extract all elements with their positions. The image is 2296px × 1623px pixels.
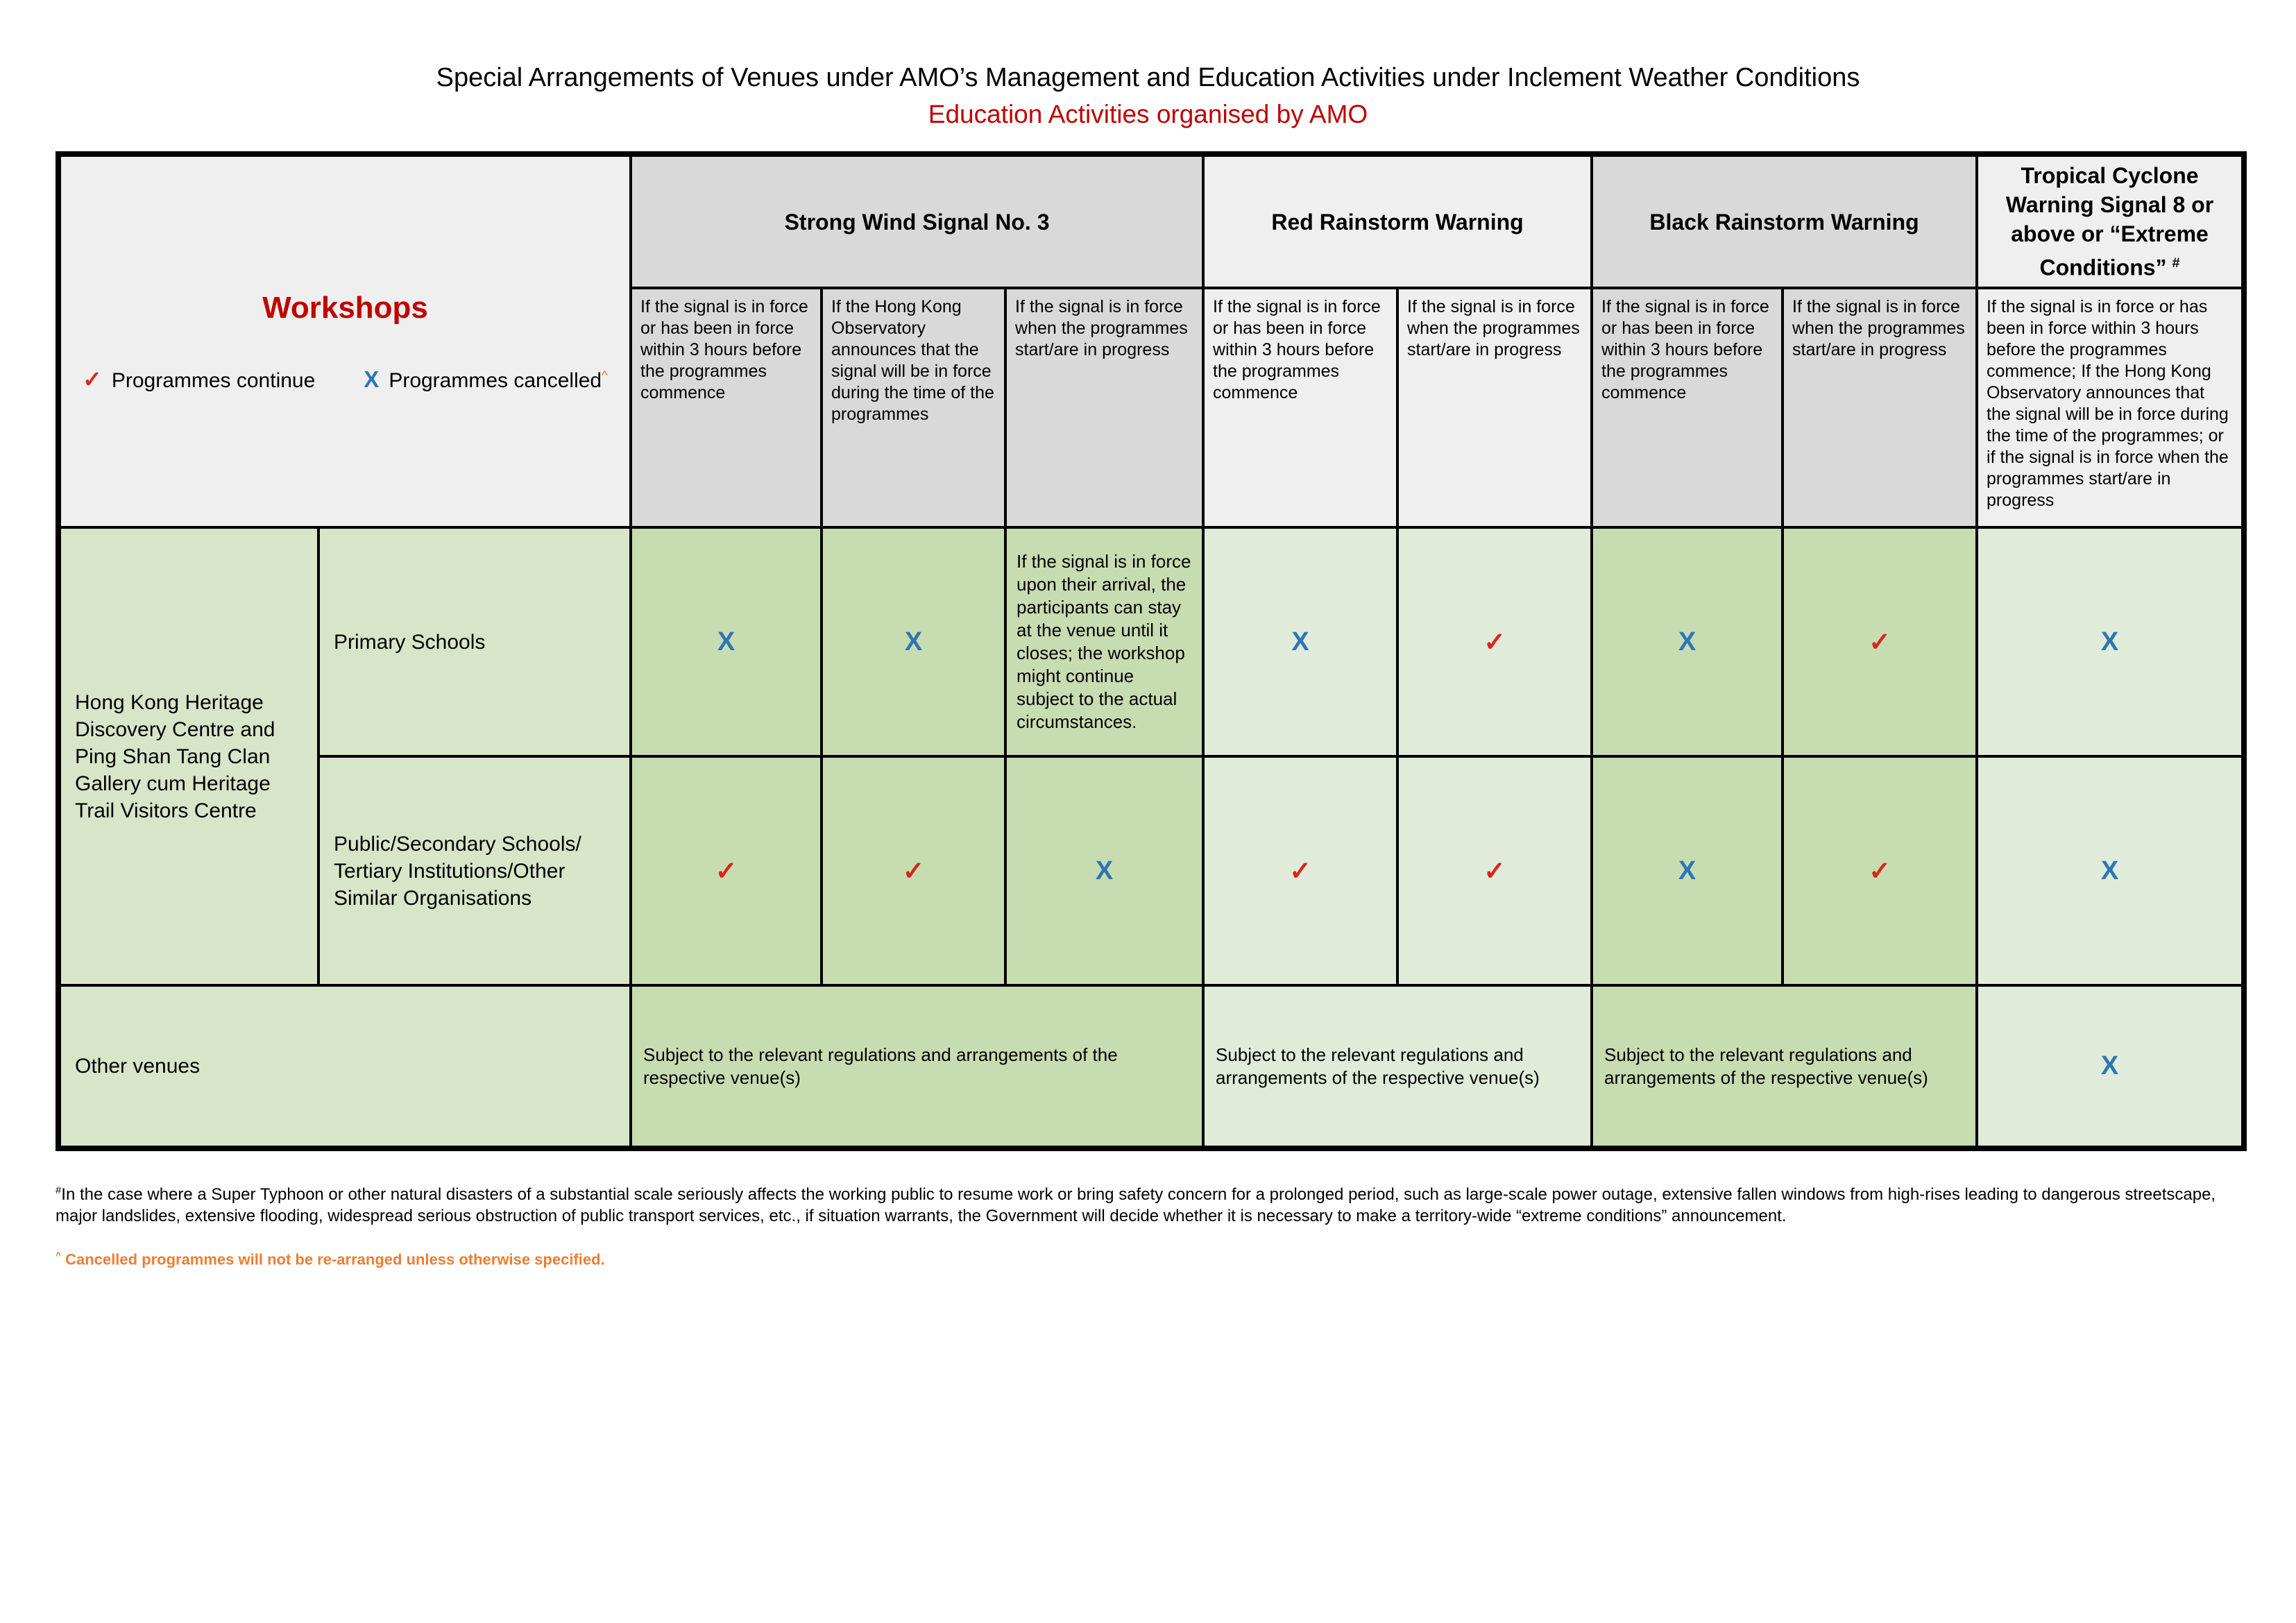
legend-continue-label: Programmes continue (111, 368, 316, 392)
group-header-tropical-cyclone (1977, 154, 2244, 288)
cell-secondary-tropical (1977, 756, 2244, 985)
cancelled-mark: X (1291, 627, 1309, 656)
cell-other-sws3-subject: Subject to the relevant regulations and arrangements of the respective venue(s) (631, 985, 1203, 1148)
continue-mark: ✓ (715, 856, 738, 886)
group-header-black-rainstorm: Black Rainstorm Warning (1592, 154, 1977, 288)
cell-primary-sws3-inprogress-note: If the signal is in force upon their arrival, the participants can stay at the venue until it closes; the workshop might continue subject to the actual circumstances. (1005, 527, 1203, 756)
weather-arrangements-table (56, 151, 2247, 1151)
page-subtitle: Education Activities organised by AMO (928, 100, 1368, 128)
row-other-venues (58, 985, 2244, 1148)
cancelled-mark: X (2100, 856, 2119, 885)
group-header-strong-wind: Strong Wind Signal No. 3 (631, 154, 1203, 288)
cell-secondary-sws3-announce (822, 756, 1005, 985)
continue-mark: ✓ (902, 856, 925, 886)
cell-other-tropical (1977, 985, 2244, 1148)
condition-red-inprogress: If the signal is in force when the programmes start/are in progress (1397, 288, 1592, 527)
cell-primary-tropical (1977, 527, 2244, 756)
x-icon: X (364, 366, 380, 392)
row-primary-schools (58, 527, 2244, 756)
cell-primary-black-inprogress (1783, 527, 1977, 756)
hash-superscript: # (2172, 255, 2180, 271)
corner-content (61, 291, 629, 393)
footnote-extreme-conditions-text: In the case where a Super Typhoon or other natural disasters of a substantial scale seriously affects the working public to resume work or bring safety concern for a prolonged period, such as large-scale power outage, extensive fallen windows from high-rises leading to dangerous streetscape, major landslides, extensive flooding, widespread serious obstruction of public transport services, etc., if situation warrants, the Government will decide whether it is necessary to make a territory-wide “extreme conditions” announcement. (56, 1185, 2216, 1225)
cell-primary-red-before (1203, 527, 1397, 756)
cancelled-mark: X (1678, 627, 1697, 656)
continue-mark: ✓ (1289, 856, 1311, 886)
legend-cancelled-label: Programmes cancelled (389, 368, 602, 392)
category-secondary-schools: Public/Secondary Schools/ Tertiary Institutions/Other Similar Organisations (318, 756, 631, 985)
continue-mark: ✓ (1869, 856, 1891, 886)
cancelled-mark: X (1095, 856, 1114, 885)
workshops-title: Workshops (262, 290, 428, 325)
condition-sws3-announce: If the Hong Kong Observatory announces that the signal will be in force during the time of the programmes (822, 288, 1005, 527)
condition-sws3-inprogress: If the signal is in force when the programmes start/are in progress (1005, 288, 1203, 527)
row-secondary-schools (58, 756, 2244, 985)
condition-tropical: If the signal is in force or has been in force within 3 hours before the programmes commence; If the Hong Kong Observatory announces that the signal will be in force during the time of the programmes; or if the signal is in force when the programmes start/are in progress (1977, 288, 2244, 527)
footnote-cancelled-programmes-text: Cancelled programmes will not be re-arranged unless otherwise specified. (60, 1250, 605, 1268)
condition-sws3-before: If the signal is in force or has been in force within 3 hours before the programmes commence (631, 288, 822, 527)
cell-primary-red-inprogress (1397, 527, 1592, 756)
corner-cell (58, 154, 631, 527)
category-other-venues: Other venues (58, 985, 631, 1148)
header-row-warnings (58, 154, 2244, 288)
footnote-cancelled-programmes (56, 1246, 2241, 1269)
condition-black-inprogress: If the signal is in force when the programmes start/are in progress (1783, 288, 1977, 527)
venue-group-label: Hong Kong Heritage Discovery Centre and Ping Shan Tang Clan Gallery cum Heritage Trail Visitors Centre (58, 527, 318, 985)
cancelled-mark: X (2100, 1051, 2119, 1080)
cell-secondary-black-inprogress (1783, 756, 1977, 985)
legend-continue (83, 366, 315, 393)
group-header-red-rainstorm: Red Rainstorm Warning (1203, 154, 1592, 288)
cancelled-mark: X (2100, 627, 2119, 656)
caret-superscript: ^ (602, 367, 608, 382)
cell-primary-black-before (1592, 527, 1783, 756)
cancelled-mark: X (717, 627, 735, 656)
condition-black-before: If the signal is in force or has been in force within 3 hours before the programmes commence (1592, 288, 1783, 527)
cell-other-red-subject: Subject to the relevant regulations and arrangements of the respective venue(s) (1203, 985, 1592, 1148)
caret-superscript: ^ (56, 1250, 61, 1261)
cell-secondary-sws3-before (631, 756, 822, 985)
cell-other-black-subject: Subject to the relevant regulations and arrangements of the respective venue(s) (1592, 985, 1977, 1148)
cell-secondary-black-before (1592, 756, 1783, 985)
cell-primary-sws3-before (631, 527, 822, 756)
continue-mark: ✓ (1483, 856, 1506, 886)
footnote-extreme-conditions (56, 1180, 2241, 1227)
cancelled-mark: X (1678, 856, 1697, 885)
cancelled-mark: X (904, 627, 923, 656)
continue-mark: ✓ (1869, 627, 1891, 657)
footnotes (56, 1180, 2241, 1269)
legend-cancelled (364, 366, 608, 393)
tropical-cyclone-label: Tropical Cyclone Warning Signal 8 or above or “Extreme Conditions” (2005, 163, 2214, 280)
hash-superscript: # (56, 1185, 62, 1196)
page-title: Special Arrangements of Venues under AMO’s Management and Education Activities under Inclement Weather Conditions (436, 63, 1860, 92)
category-primary-schools: Primary Schools (318, 527, 631, 756)
cell-secondary-sws3-inprogress (1005, 756, 1203, 985)
legend (83, 366, 608, 393)
cell-secondary-red-inprogress (1397, 756, 1592, 985)
cell-secondary-red-before (1203, 756, 1397, 985)
title-block (0, 0, 2296, 130)
cell-primary-sws3-announce (822, 527, 1005, 756)
condition-red-before: If the signal is in force or has been in force within 3 hours before the programmes commence (1203, 288, 1397, 527)
continue-mark: ✓ (1483, 627, 1506, 657)
check-icon: ✓ (83, 366, 102, 392)
